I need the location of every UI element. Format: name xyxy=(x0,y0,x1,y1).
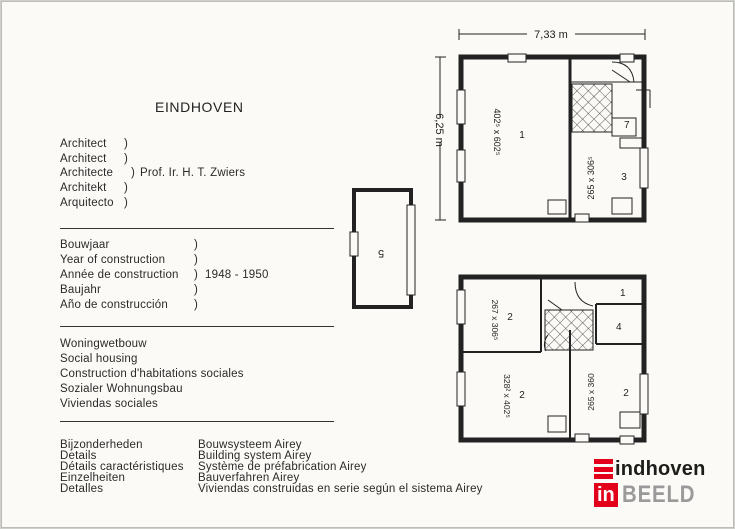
year-label-en: Year of construction xyxy=(60,254,166,266)
upper-floor-plan xyxy=(457,277,648,444)
details-value-fr: Système de préfabrication Airey xyxy=(198,461,367,473)
room-d-dimensions: 328² x 402⁵ xyxy=(502,374,512,418)
width-dimension-label: 7,33 m xyxy=(534,29,568,41)
bracket: ) xyxy=(124,197,128,209)
room-7-number: 7 xyxy=(624,120,630,131)
ground-floor-plan xyxy=(457,54,650,222)
bracket: ) xyxy=(194,239,198,251)
architect-label-fr: Architecte xyxy=(60,167,114,179)
room-3-number: 3 xyxy=(621,172,627,183)
room-3-dimensions: 265 x 306⁵ xyxy=(586,156,596,200)
room-e-dimensions: 265 x 360 xyxy=(586,373,596,411)
architect-label-nl: Architect xyxy=(60,138,107,150)
bracket: ) xyxy=(194,269,198,281)
housing-line-nl: Woningwetbouw xyxy=(60,338,147,350)
room-b-number: 1 xyxy=(620,288,626,299)
bracket: ) xyxy=(194,284,198,296)
details-label-es: Detalles xyxy=(60,483,104,495)
details-value-es: Viviendas construidas en serie según el sistema Airey xyxy=(198,483,483,495)
housing-line-es: Viviendas sociales xyxy=(60,398,158,410)
bracket: ) xyxy=(194,299,198,311)
room-5-number: 5 xyxy=(377,247,385,259)
details-label-en: Details xyxy=(60,450,97,462)
year-label-de: Baujahr xyxy=(60,284,102,296)
upper-staircase-hatch xyxy=(545,310,593,350)
year-label-nl: Bouwjaar xyxy=(60,239,110,251)
room-c-number: 4 xyxy=(616,322,622,333)
shed-plan xyxy=(350,190,415,307)
details-value-de: Bauverfahren Airey xyxy=(198,472,300,484)
bracket: ) xyxy=(124,153,128,165)
bracket: ) xyxy=(194,254,198,266)
room-e-number: 2 xyxy=(623,388,629,399)
architect-label-de: Architekt xyxy=(60,182,107,194)
architect-name: Prof. Ir. H. T. Zwiers xyxy=(140,167,246,179)
details-label-fr: Détails caractéristiques xyxy=(60,461,184,473)
construction-years: 1948 - 1950 xyxy=(205,269,269,281)
room-a-dimensions: 267 x 306⁵ xyxy=(490,299,500,341)
bracket: ) xyxy=(131,167,135,179)
details-label-nl: Bijzonderheden xyxy=(60,439,143,451)
room-a-number: 2 xyxy=(507,312,513,323)
room-d-number: 2 xyxy=(519,390,525,401)
room-1-number: 1 xyxy=(519,130,525,141)
architect-label-en: Architect xyxy=(60,153,107,165)
eindhoven-in-beeld-logo: indhoven in BEELD xyxy=(594,457,722,509)
room-1-dimensions: 402⁵ x 602⁵ xyxy=(492,108,502,156)
year-label-fr: Année de construction xyxy=(60,269,179,281)
housing-line-fr: Construction d'habitations sociales xyxy=(60,368,244,380)
details-value-nl: Bouwsysteem Airey xyxy=(198,439,302,451)
details-value-en: Building system Airey xyxy=(198,450,312,462)
bracket: ) xyxy=(124,138,128,150)
year-label-es: Año de construcción xyxy=(60,299,169,311)
housing-line-en: Social housing xyxy=(60,353,138,365)
details-label-de: Einzelheiten xyxy=(60,472,126,484)
depth-dimension-label: 6,25 m xyxy=(433,113,445,147)
logo-e-bars xyxy=(594,459,613,479)
page-title: EINDHOVEN xyxy=(155,99,244,115)
staircase-hatch xyxy=(572,84,612,132)
architect-label-es: Arquitecto xyxy=(60,197,114,209)
bracket: ) xyxy=(124,182,128,194)
housing-line-de: Sozialer Wohnungsbau xyxy=(60,383,183,395)
